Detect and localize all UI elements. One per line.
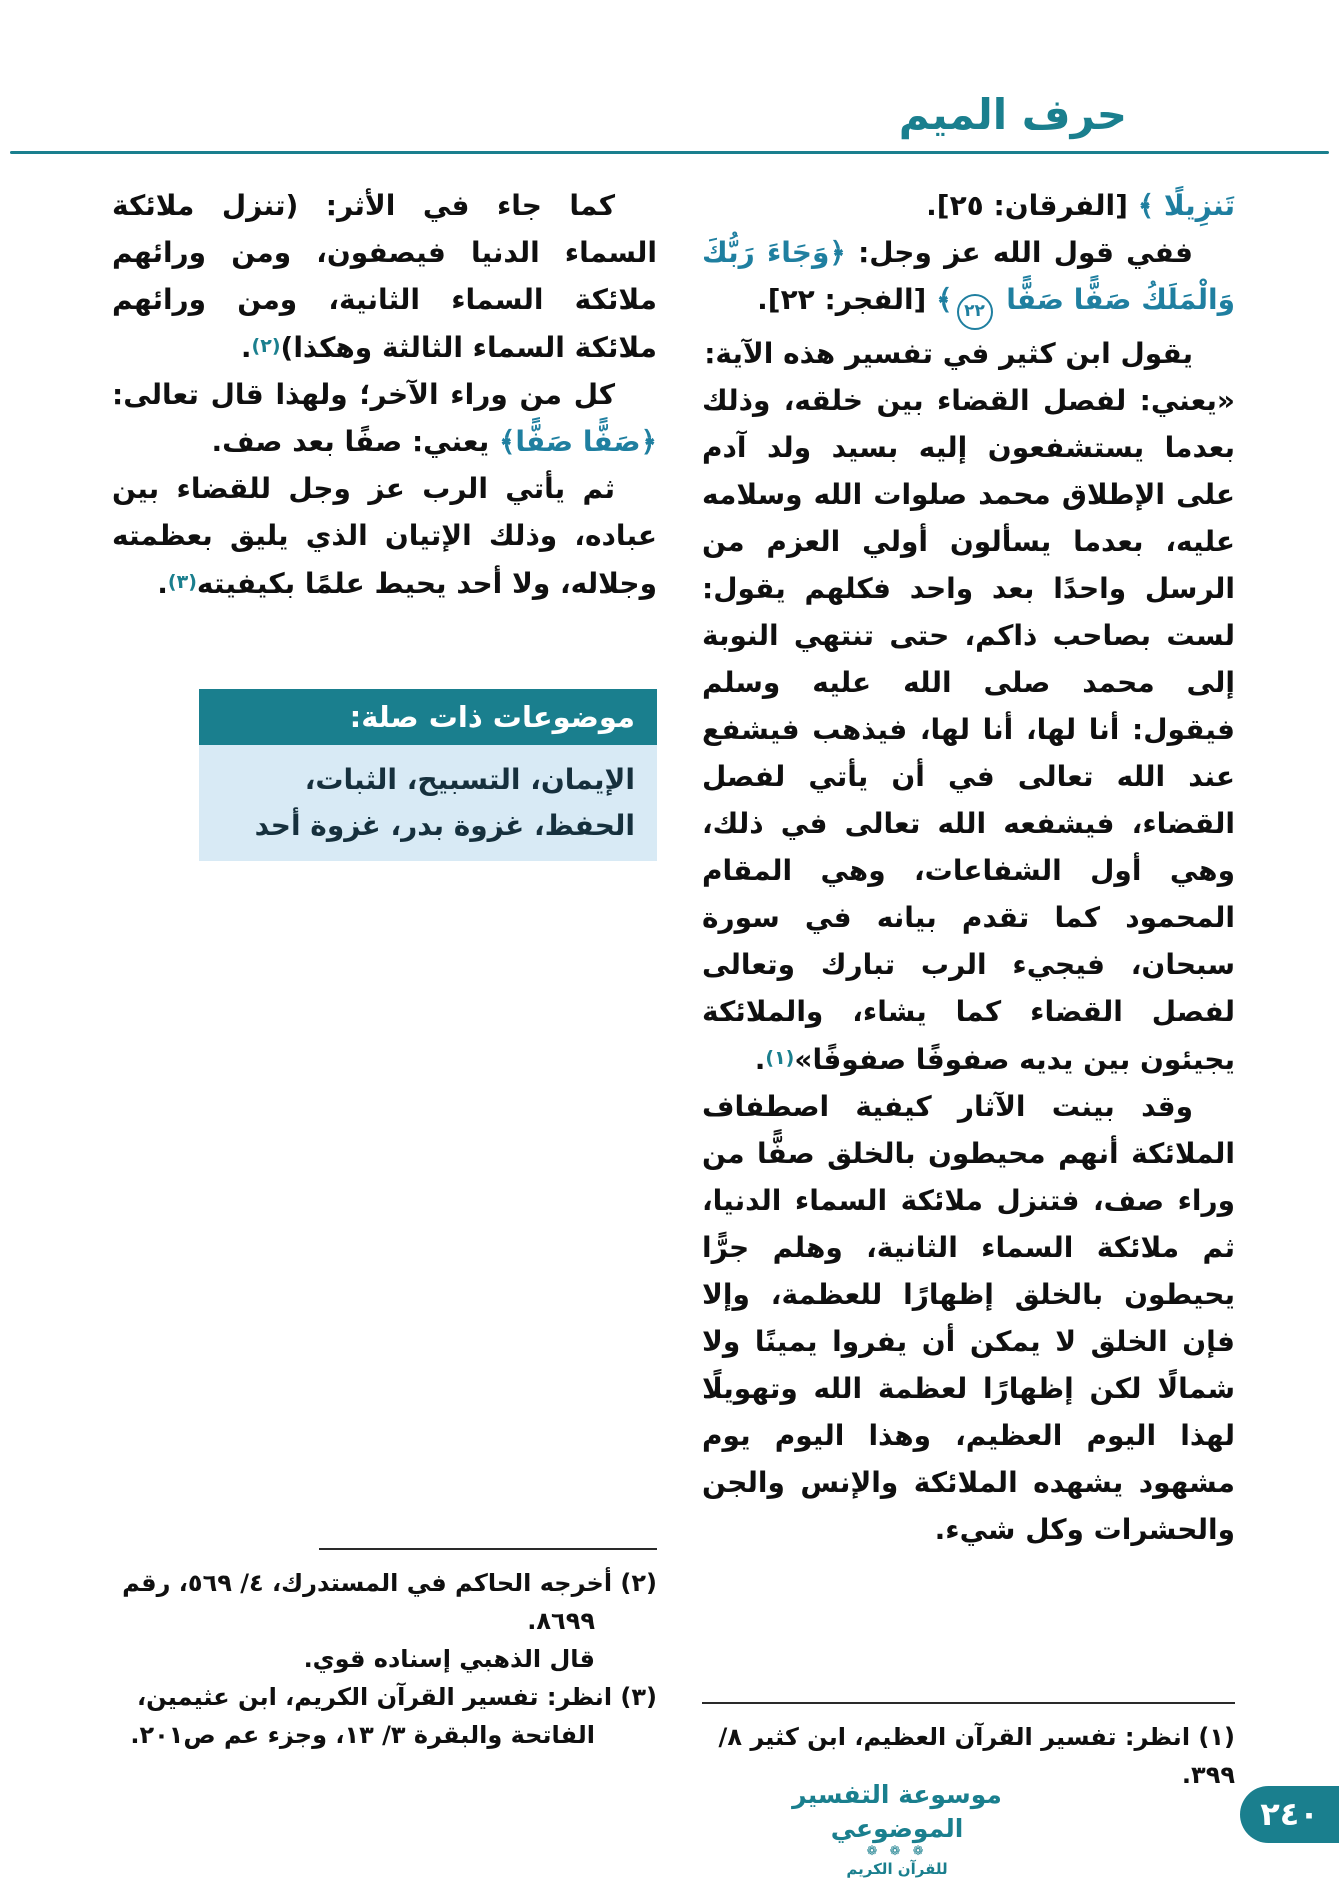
hadith-text: (تنزل ملائكة السماء الدنيا فيصفون، ومن ورائهم ملائكة السماء الثانية، ومن ورائهم ملائكة السماء الثالثة وهكذا) bbox=[112, 189, 657, 364]
body-text: يعني: صفًا بعد صف. bbox=[211, 425, 499, 458]
main-column-left bbox=[112, 182, 657, 861]
quran-close-bracket: ﴾ bbox=[936, 283, 953, 316]
body-text: كما جاء في الأثر: bbox=[298, 189, 615, 222]
logo-ornament: ❁ ❁ ❁ bbox=[866, 1844, 928, 1859]
sentence-end: . bbox=[754, 1043, 766, 1076]
paragraph-quotation bbox=[702, 377, 1235, 1083]
chapter-header: حرف الميم bbox=[898, 90, 1127, 139]
footnote-2-line-2: ٨٦٩٩. bbox=[527, 1607, 595, 1635]
verse-reference: [الفرقان: ٢٥]. bbox=[926, 189, 1138, 222]
footnote-marker-1: (١) bbox=[765, 1047, 795, 1069]
footnote-2-line-1: (٢) أخرجه الحاكم في المستدرك، ٤/ ٥٦٩، رقم bbox=[122, 1569, 657, 1597]
footnote-1-line-1: (١) انظر: تفسير القرآن العظيم، ابن كثير ٨/ ٣٩٩. bbox=[718, 1723, 1235, 1789]
paragraph-tafsir-intro: يقول ابن كثير في تفسير هذه الآية: bbox=[704, 337, 1193, 370]
paragraph-commentary: وقد بينت الآثار كيفية اصطفاف الملائكة أنهم محيطون بالخلق صفًّا من وراء صف، فتنزل ملائكة السماء الدنيا، ثم ملائكة السماء الثانية، وهلم جرًّا يحيطون بالخلق إظهارًا للعظمة، وإلا فإن الخلق لا يمكن أن يفروا يمينًا ولا شمالًا لكن إظهارًا لعظمة الله وتهويلًا لهذا اليوم العظيم، وهذا اليوم يوم مشهود يشهده الملائكة والإنس والجن والحشرات وكل شيء. bbox=[702, 1090, 1235, 1546]
paragraph-conclusion bbox=[112, 465, 657, 607]
body-text: ثم يأتي الرب عز وجل للقضاء بين عباده، وذلك الإتيان الذي يليق بعظمته وجلاله، ولا أحد يحيط علمًا بكيفيته bbox=[112, 472, 657, 600]
footnote-marker-2: (٢) bbox=[251, 335, 281, 357]
footnotes-left-column bbox=[112, 1548, 657, 1754]
quran-text: تَنزِيلًا ﴾ bbox=[1137, 189, 1235, 222]
quran-text: ﴿وَجَاءَ رَبُّكَ وَالْمَلَكُ صَفًّا صَفًّا bbox=[702, 236, 1235, 316]
verse-reference: [الفجر: ٢٢]. bbox=[757, 283, 937, 316]
ayah-number-mark: ٢٢ bbox=[957, 294, 993, 330]
sentence-end: . bbox=[240, 331, 252, 364]
logo-title: موسوعة التفسير الموضوعي bbox=[792, 1780, 1002, 1843]
paragraph-athar bbox=[112, 182, 657, 371]
publisher-logo bbox=[772, 1778, 1022, 1880]
quotation-text: «يعني: لفصل القضاء بين خلقه، وذلك بعدما يستشفعون إليه بسيد ولد آدم على الإطلاق محمد صلوات الله وسلامه عليه، بعدما يسألون أولي العزم من الرسل واحدًا بعد واحد فكلهم يقول: لست بصاحب ذاكم، حتى تنتهي النوبة إلى محمد صلى الله عليه وسلم فيقول: أنا لها، أنا لها، فيذهب فيشفع عند الله تعالى في أن يأتي لفصل القضاء، فيشفعه الله تعالى في ذلك، وهي أول الشفاعات، وهي المقام المحمود كما تقدم بيانه في سورة سبحان، فيجيء الرب تبارك وتعالى لفصل القضاء كما يشاء، والملائكة يجيئون بين يديه صفوفًا صفوفًا» bbox=[702, 384, 1235, 1076]
footnote-3-line-1: (٣) انظر: تفسير القرآن الكريم، ابن عثيمين، bbox=[137, 1683, 657, 1711]
paragraph-verse-intro bbox=[702, 229, 1235, 330]
main-column-right bbox=[702, 182, 1235, 1553]
footnote-divider bbox=[319, 1548, 657, 1550]
header-divider bbox=[10, 151, 1329, 154]
paragraph-verse-continuation bbox=[702, 182, 1235, 229]
footnote-divider bbox=[702, 1702, 1235, 1704]
footnote-2-line-3: قال الذهبي إسناده قوي. bbox=[303, 1645, 595, 1673]
body-text: كل من وراء الآخر؛ ولهذا قال تعالى: bbox=[112, 378, 615, 411]
sentence-end: . bbox=[157, 567, 168, 600]
footnote-3-line-2: الفاتحة والبقرة ٣/ ١٣، وجزء عم ص٢٠١. bbox=[130, 1721, 595, 1749]
related-topics-list: الإيمان، التسبيح، الثبات، الحفظ، غزوة بدر، غزوة أحد bbox=[199, 745, 657, 861]
quran-text: ﴿صَفًّا صَفًّا﴾ bbox=[498, 425, 657, 458]
paragraph-explanation bbox=[112, 371, 657, 465]
body-text: ففي قول الله عز وجل: bbox=[845, 236, 1193, 269]
footnote-marker-3: (٣) bbox=[167, 571, 197, 593]
related-topics-section bbox=[112, 689, 657, 861]
page-number-badge: ٢٤٠ bbox=[1240, 1786, 1339, 1843]
logo-subtitle: للقرآن الكريم bbox=[846, 1860, 948, 1878]
related-topics-header: موضوعات ذات صلة: bbox=[199, 689, 657, 745]
